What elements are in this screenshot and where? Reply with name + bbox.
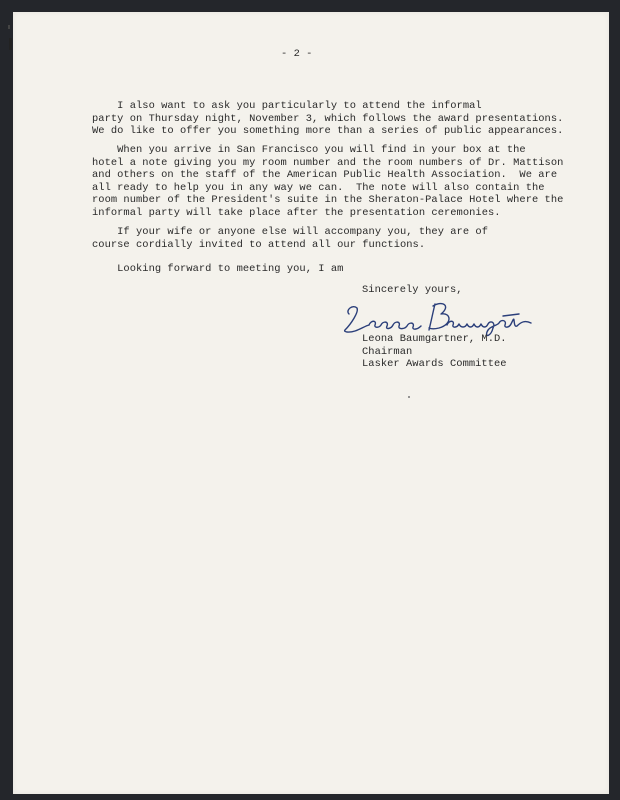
edge-mark [9,38,12,50]
page-number: - 2 - [281,48,313,60]
paragraph-arrival: When you arrive in San Francisco you will find in your box at the hotel a note giving you my room number and the room numbers of Dr. Mattison and others on the staff of the American Public Health Association. We are all ready to help you in any way we can. The note will also contain the room number of the President's suite in the Sheraton-Palace Hotel where the informal party will take place after the presentation ceremonies. [92,144,564,219]
edge-mark [8,25,10,29]
paper-speck [408,396,410,398]
signer-name: Leona Baumgartner, M.D. [362,333,507,345]
paragraph-informal-party: I also want to ask you particularly to attend the informal party on Thursday night, November 3, which follows the award presentations. We do like to offer you something more than a series of public appearances. [92,100,564,138]
signer-committee: Lasker Awards Committee [362,358,507,371]
paragraph-looking-forward: Looking forward to meeting you, I am [92,263,344,275]
letter-page [13,12,609,794]
signer-title: Chairman [362,345,413,358]
signature-block [362,333,507,371]
closing-salutation: Sincerely yours, [362,284,463,296]
paragraph-wife-invitation: If your wife or anyone else will accompany you, they are of course cordially invited to attend all our functions. [92,226,488,251]
